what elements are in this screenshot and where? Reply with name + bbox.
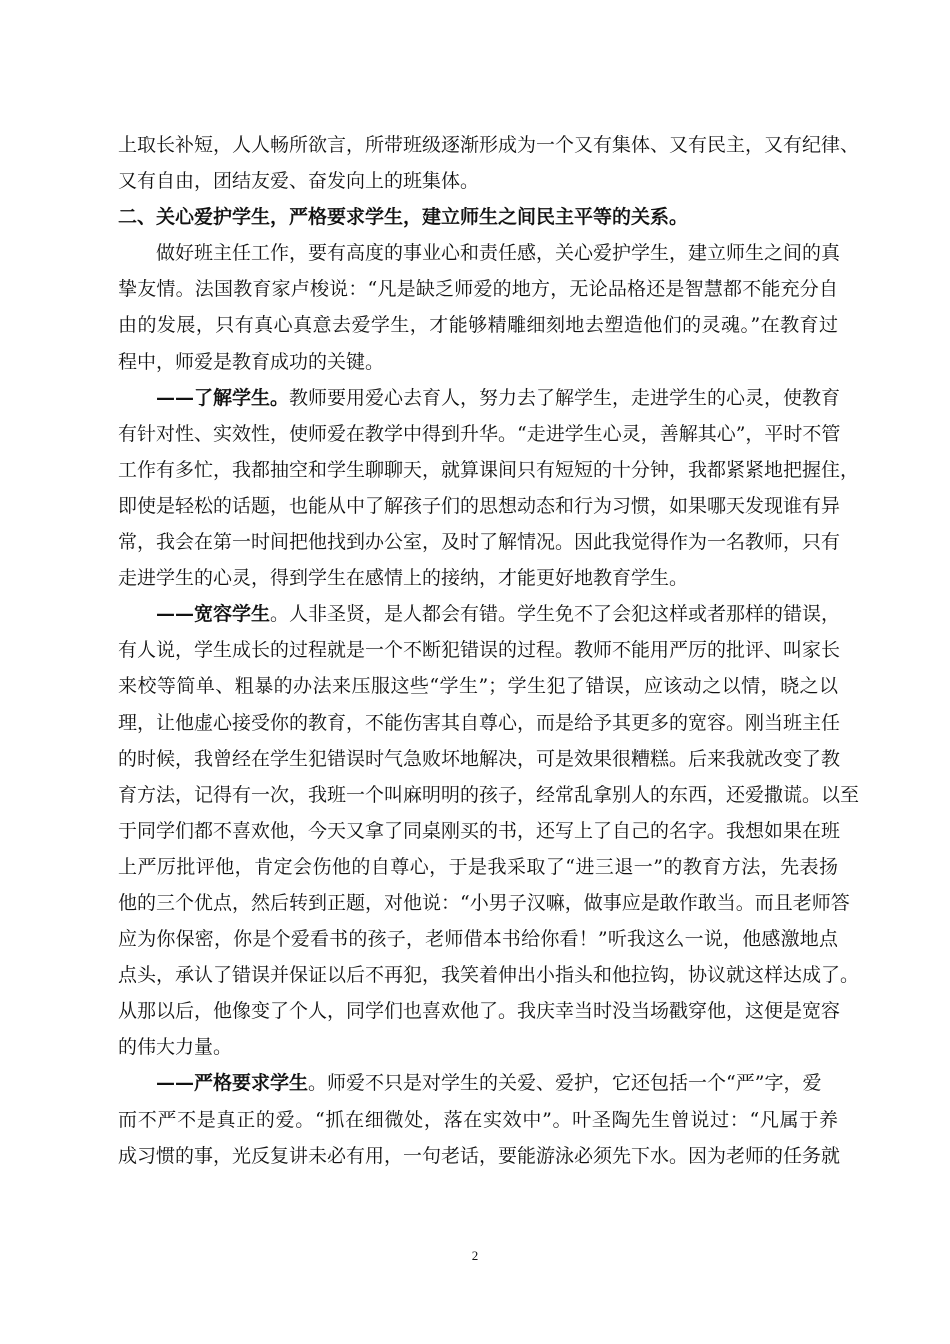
paragraph-line: 应为你保密，你是个爱看书的孩子，老师借本书给你看！”听我这么一说，他感激地点 (118, 928, 838, 951)
paragraph-text: 教师要用爱心去育人，努力去了解学生，走进学生的心灵，使教育 (289, 386, 841, 409)
paragraph-line: 育方法，记得有一次，我班一个叫麻明明的孩子，经常乱拿别人的东西，还爱撒谎。以至 (118, 783, 860, 806)
paragraph-line: 由的发展，只有真心真意去爱学生，才能够精雕细刻地去塑造他们的灵魂。”在教育过 (118, 314, 838, 337)
paragraph-line (118, 380, 841, 416)
paragraph-line: 工作有多忙，我都抽空和学生聊聊天，就算课间只有短短的十分钟，我都紧紧地把握住， (118, 458, 860, 481)
paragraph-line: 的时候，我曾经在学生犯错误时气急败坏地解决，可是效果很糟糕。后来我就改变了教 (118, 747, 841, 770)
paragraph-line: 做好班主任工作，要有高度的事业心和责任感，关心爱护学生，建立师生之间的真 (156, 242, 841, 265)
paragraph-line: 又有自由，团结友爱、奋发向上的班集体。 (118, 170, 480, 193)
paragraph-line: 走进学生的心灵，得到学生在感情上的接纳，才能更好地教育学生。 (118, 567, 689, 590)
document-body (118, 127, 860, 1174)
paragraph-line: 程中，师爱是教育成功的关键。 (118, 350, 385, 373)
paragraph-text: 。师爱不只是对学生的关爱、爱护，它还包括一个“严”字，爱 (308, 1072, 822, 1095)
paragraph-line: 即使是轻松的话题，也能从中了解孩子们的思想动态和行为习惯，如果哪天发现谁有异 (118, 494, 841, 517)
paragraph-line: 有人说，学生成长的过程就是一个不断犯错误的过程。教师不能用严厉的批评、叫家长 (118, 639, 841, 662)
paragraph-text: 。人非圣贤，是人都会有错。学生免不了会犯这样或者那样的错误， (270, 603, 841, 626)
paragraph-line: 挚友情。法国教育家卢梭说：“凡是缺乏师爱的地方，无论品格还是智慧都不能充分自 (118, 278, 838, 301)
subheading-tolerate-students: ——宽容学生 (156, 603, 271, 626)
paragraph-line: 上取长补短，人人畅所欲言，所带班级逐渐形成为一个又有集体、又有民主，又有纪律、 (118, 134, 860, 156)
paragraph-line: 他的三个优点，然后转到正题，对他说：“小男子汉嘛，做事应是敢作敢当。而且老师答 (118, 891, 850, 914)
paragraph-line: 而不严不是真正的爱。“抓在细微处，落在实效中”。叶圣陶先生曾说过：“凡属于养 (118, 1108, 838, 1131)
section-heading: 二、关心爱护学生，严格要求学生，建立师生之间民主平等的关系。 (118, 206, 689, 229)
paragraph-line: 于同学们都不喜欢他，今天又拿了同桌刚买的书，还写上了自己的名字。我想如果在班 (118, 819, 841, 842)
paragraph-line: 有针对性、实效性，使师爱在教学中得到升华。“走进学生心灵，善解其心”，平时不管 (118, 422, 841, 445)
page-number: 2 (471, 1248, 479, 1263)
paragraph-line: 点头，承认了错误并保证以后不再犯，我笑着伸出小指头和他拉钩，协议就这样达成了。 (118, 964, 860, 987)
paragraph-line: 来校等简单、粗暴的办法来压服这些“学生”；学生犯了错误，应该动之以情，晓之以 (118, 675, 838, 698)
paragraph-line: 成习惯的事，光反复讲未必有用，一句老话，要能游泳必须先下水。因为老师的任务就 (118, 1144, 841, 1167)
paragraph-line (118, 596, 841, 632)
paragraph-line: 上严厉批评他，肯定会伤他的自尊心，于是我采取了“进三退一”的教育方法，先表扬 (118, 855, 838, 878)
subheading-understand-students: ——了解学生。 (156, 386, 290, 409)
paragraph-line: 的伟大力量。 (118, 1036, 233, 1059)
paragraph-line: 理，让他虚心接受你的教育，不能伤害其自尊心，而是给予其更多的宽容。刚当班主任 (118, 711, 841, 734)
subheading-strict-requirements: ——严格要求学生 (156, 1072, 309, 1095)
paragraph-line (118, 1065, 838, 1101)
paragraph-line: 从那以后，他像变了个人，同学们也喜欢他了。我庆幸当时没当场戳穿他，这便是宽容 (118, 1000, 841, 1023)
paragraph-line: 常，我会在第一时间把他找到办公室，及时了解情况。因此我觉得作为一名教师，只有 (118, 531, 841, 554)
